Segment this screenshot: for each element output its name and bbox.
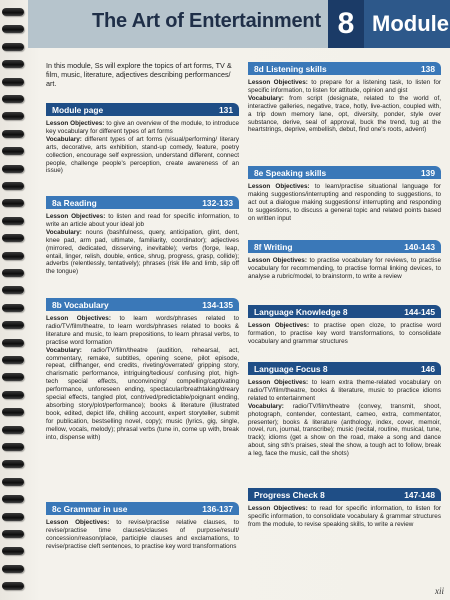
section-title: Module page xyxy=(52,104,104,115)
section-module-page-body xyxy=(46,120,239,175)
section-paragraph xyxy=(46,315,239,347)
section-pc8-header xyxy=(248,488,441,501)
module-intro: In this module, Ss will explore the topics of art forms, TV & film, music, literature, adjectives describing performances/ art. xyxy=(46,61,232,88)
section-paragraph xyxy=(46,120,239,136)
section-title: Progress Check 8 xyxy=(254,489,325,500)
paragraph-label: Lesson Objectives: xyxy=(248,322,310,329)
section-8d-body xyxy=(248,79,441,134)
section-paragraph xyxy=(46,347,239,442)
paragraph-label: Lesson Objectives: xyxy=(248,505,308,512)
binding-ring xyxy=(2,78,24,86)
section-8f-body xyxy=(248,257,441,281)
module-header xyxy=(28,0,450,48)
section-8e-body xyxy=(248,183,441,223)
paragraph-text: radio/TV/film/theatre (convey, transmit, shoot, photograph, contender, contestant, cameo, extra, commentator, presenter); books & literature (anthology, index, cover, memoir, novel, run, journal, transcribe); music (recital, routine, musical, tune, track); idioms (get a show on the road, make a song and dance about, sing sth's praises, steal the show, a tough act to follow, break a leg, face the music, call the shots) xyxy=(248,402,441,458)
section-title: Language Knowledge 8 xyxy=(254,306,348,317)
binding-ring xyxy=(2,8,24,16)
binding-ring xyxy=(2,25,24,33)
paragraph-text: nouns (bashfulness, query, anticipation, glint, dent, knee pad, arm pad, ultimate, familiarity, coordinator); adjectives (mirrored, dedicated, disserving, inevitable); verbs (forge, leap, entail, linger, relish, double, entice, shrug, progress, grasp, collide); adverbs (relentlessly, tentatively); phrases (risk life and limb, slip off the tongue) xyxy=(46,228,239,276)
binding-ring xyxy=(2,513,24,521)
paragraph-label: Lesson Objectives: xyxy=(46,213,106,220)
binding-ring xyxy=(2,269,24,277)
section-paragraph xyxy=(46,229,239,276)
section-pages: 147-148 xyxy=(404,489,435,500)
binding-ring xyxy=(2,252,24,260)
section-pages: 146 xyxy=(421,363,435,374)
section-8e-header xyxy=(248,166,441,179)
section-8f-header xyxy=(248,240,441,253)
section-title: 8c Grammar in use xyxy=(52,503,128,514)
section-paragraph xyxy=(46,213,239,229)
section-8d-header xyxy=(248,62,441,75)
paragraph-text: from script (designate, related to the world of, interactive galleries, negative, trace, hotly, live-action, coupled with, a trip down memory lane, opt, diversity, ponder, style over substance, derive, seal of approval, buck the trend, tug at the heartstrings, deprive, embellish, debut, find one's roots, advent) xyxy=(248,94,441,134)
binding-ring xyxy=(2,182,24,190)
binding-ring xyxy=(2,60,24,68)
section-lf8-body xyxy=(248,379,441,458)
section-8c-header xyxy=(46,502,239,515)
paragraph-text: radio/TV/film/theatre (audition, rehearsal, act, commentary, remake, subtitles, opening scene, pilot episode, repeat, cliffhanger, end credits, riveting/overrated/ gripping story, charismatic performance, intriguing/tedious/ confusing plot, high-tech special effects, unconvincing/ compelling/captivating performance, unforeseen ending, spectacular/breathtaking/dreary special effects, tangled plot, contrived/predictable/poignant ending, absorbing story/plot/performance); books & literature (illustrated book, edited, depict life, chilling account, expert storyteller, submit for publication, bestselling novel, copy); music (lyrics, gig, single, mellow, vocals, melody); phrasal verbs (tune in, come up with, break into, dispense with) xyxy=(46,346,239,441)
paragraph-text: to practise vocabulary for reviews, to practise vocabulary for recommending, to practise formal linking devices, to analyse a rubric/model, to brainstorm, to write a review xyxy=(248,257,441,280)
binding-ring xyxy=(2,582,24,590)
section-title: 8e Speaking skills xyxy=(254,167,327,178)
section-title: 8d Listening skills xyxy=(254,63,327,74)
section-module-page-header xyxy=(46,103,239,116)
paragraph-label: Lesson Objectives: xyxy=(46,120,105,127)
binding-ring xyxy=(2,130,24,138)
section-8b-body xyxy=(46,315,239,442)
section-8a-header xyxy=(46,196,239,209)
paragraph-label: Vocabulary: xyxy=(248,402,284,410)
section-lk8-body xyxy=(248,322,441,346)
paragraph-text: different types of art forms (visual/performing/ literary arts, decorative, arts exhibition, stand-up comedy, feature, poetry collection, encourage self expression, understand different, connect people, challenge people's perception, create awareness of an issue) xyxy=(46,135,239,175)
paragraph-text: to give an overview of the module, to introduce key vocabulary for different types of art forms xyxy=(46,120,239,135)
section-pages: 132-133 xyxy=(202,197,233,208)
section-paragraph xyxy=(248,379,441,403)
section-pages: 140-143 xyxy=(404,241,435,252)
page-title: The Art of Entertainment xyxy=(92,10,321,32)
section-pages: 138 xyxy=(421,63,435,74)
section-paragraph xyxy=(46,136,239,176)
binding-ring xyxy=(2,460,24,468)
binding-ring xyxy=(2,495,24,503)
paragraph-text: to learn/practise situational language for making suggestions/interrupting and responding to suggestions, to act out a dialogue making suggestions/ interrupting and responding to suggestions, to discuss a general topic and related points based on written input xyxy=(248,183,442,222)
section-paragraph xyxy=(248,79,441,95)
binding-ring xyxy=(2,530,24,538)
section-paragraph xyxy=(248,322,441,346)
section-pc8-body xyxy=(248,505,441,529)
paragraph-label: Vocabulary: xyxy=(46,135,82,143)
paragraph-label: Vocabulary: xyxy=(46,346,82,354)
binding-ring xyxy=(2,426,24,434)
binding-ring xyxy=(2,304,24,312)
binding-ring xyxy=(2,321,24,329)
binding-ring xyxy=(2,408,24,416)
paragraph-text: to learn words/phrases related to radio/TV/film/theatre, to learn words/phrases related to books & literature and music, to learn prepositions, to learn phrasal verbs, to practise word formation xyxy=(46,315,239,346)
binding-ring xyxy=(2,147,24,155)
paragraph-label: Vocabulary: xyxy=(248,94,284,102)
binding-ring xyxy=(2,565,24,573)
binding-ring xyxy=(2,339,24,347)
paragraph-text: to read for specific information, to listen for specific information, to consolidate vocabulary & grammar structures from the module, to revise speaking skills, to write a review xyxy=(248,505,442,528)
paragraph-text: to learn extra theme-related vocabulary on radio/TV/film/theatre, books & literature, music to practice idioms related to entertainment xyxy=(248,379,441,402)
binding-ring xyxy=(2,443,24,451)
paragraph-label: Lesson Objectives: xyxy=(248,379,309,386)
section-paragraph xyxy=(248,403,441,458)
section-paragraph xyxy=(46,519,239,551)
paragraph-label: Vocabulary: xyxy=(46,228,82,236)
paragraph-text: to prepare for a listening task, to listen for specific information, to listen for attitude, opinion and gist xyxy=(248,79,442,94)
binding-ring xyxy=(2,165,24,173)
paragraph-label: Lesson Objectives: xyxy=(46,519,110,526)
section-paragraph xyxy=(248,95,441,135)
binding-ring xyxy=(2,199,24,207)
binding-ring xyxy=(2,373,24,381)
section-paragraph xyxy=(248,183,441,223)
section-pages: 131 xyxy=(219,104,233,115)
binding-ring xyxy=(2,234,24,242)
spiral-binding xyxy=(0,0,28,600)
paragraph-label: Lesson Objectives: xyxy=(248,79,308,86)
section-pages: 134-135 xyxy=(202,299,233,310)
paragraph-text: to revise/practise relative clauses, to revise/practise time clauses/clauses of purpose/result/ concession/reason/place, participle clauses and exclamations, to revise/practise cleft sentences, to practise key word transformations xyxy=(46,519,240,550)
paragraph-text: to listen and read for specific information, to write an article about your ideal job xyxy=(46,213,239,228)
module-number: 8 xyxy=(328,0,364,48)
binding-ring xyxy=(2,286,24,294)
section-title: Language Focus 8 xyxy=(254,363,328,374)
section-8a-body xyxy=(46,213,239,276)
paragraph-label: Lesson Objectives: xyxy=(46,315,111,322)
section-pages: 139 xyxy=(421,167,435,178)
binding-ring xyxy=(2,547,24,555)
section-lk8-header xyxy=(248,305,441,318)
module-label: Module xyxy=(364,0,450,48)
paragraph-label: Lesson Objectives: xyxy=(248,257,307,264)
paragraph-text: to practise open cloze, to practise word formation, to practise key word transformations, to consolidate vocabulary and grammar structures xyxy=(248,322,442,345)
section-pages: 136-137 xyxy=(202,503,233,514)
section-8b-header xyxy=(46,298,239,311)
binding-ring xyxy=(2,217,24,225)
section-8c-body xyxy=(46,519,239,551)
binding-ring xyxy=(2,356,24,364)
binding-ring xyxy=(2,43,24,51)
page-number: xii xyxy=(435,586,444,596)
section-title: 8f Writing xyxy=(254,241,293,252)
binding-ring xyxy=(2,95,24,103)
section-paragraph xyxy=(248,257,441,281)
section-pages: 144-145 xyxy=(404,306,435,317)
section-paragraph xyxy=(248,505,441,529)
binding-ring xyxy=(2,478,24,486)
section-title: 8a Reading xyxy=(52,197,97,208)
binding-ring xyxy=(2,112,24,120)
paragraph-label: Lesson Objectives: xyxy=(248,183,310,190)
binding-ring xyxy=(2,391,24,399)
section-lf8-header xyxy=(248,362,441,375)
section-title: 8b Vocabulary xyxy=(52,299,109,310)
